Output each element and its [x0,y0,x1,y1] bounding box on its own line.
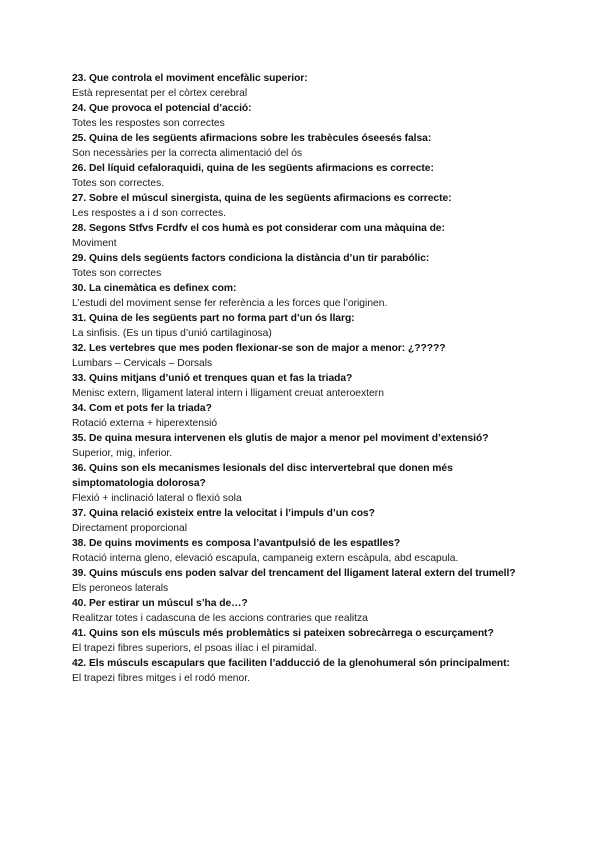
answer-24: Totes les respostes son correctes [72,118,225,129]
answer-26: Totes son correctes. [72,178,165,189]
question-23: 23. Que controla el moviment encefàlic superior: [72,73,308,84]
answer-34: Rotació externa + hiperextensió [72,418,218,429]
answer-25: Son necessàries per la correcta alimentació del ós [72,148,303,159]
qa-item-24 [72,101,522,131]
question-35: 35. De quina mesura intervenen els glutis de major a menor pel moviment d’extensió? [72,433,489,444]
question-32: 32. Les vertebres que mes poden flexionar-se son de major a menor: ¿????? [72,343,446,354]
qa-item-41 [72,626,522,656]
question-36: 36. Quins son els mecanismes lesionals del disc intervertebral que donen més simptomatologia dolorosa? [72,463,453,489]
answer-42: El trapezi fibres mitges i el rodó menor. [72,673,250,684]
question-24: 24. Que provoca el potencial d’acció: [72,103,252,114]
qa-item-27 [72,191,522,221]
answer-30: L’estudi del moviment sense fer referència a les forces que l’originen. [72,298,388,309]
question-30: 30. La cinemàtica es definex com: [72,283,237,294]
question-29: 29. Quins dels següents factors condiciona la distància d’un tir parabólic: [72,253,430,264]
qa-item-33 [72,371,522,401]
qa-item-35 [72,431,522,461]
qa-item-32 [72,341,522,371]
qa-item-25 [72,131,522,161]
question-42: 42. Els músculs escapulars que faciliten l’adducció de la glenohumeral són principalment: [72,658,510,669]
qa-item-40 [72,596,522,626]
answer-33: Menisc extern, lligament lateral intern i lligament creuat anteroextern [72,388,384,399]
answer-28: Moviment [72,238,117,249]
question-40: 40. Per estirar un múscul s’ha de…? [72,598,248,609]
answer-37: Directament proporcional [72,523,188,534]
answer-41: El trapezi fibres superiors, el psoas ilíac i el piramidal. [72,643,317,654]
qa-item-30 [72,281,522,311]
qa-item-36 [72,461,522,506]
qa-item-23 [72,71,522,101]
document-page [72,71,522,686]
qa-item-37 [72,506,522,536]
question-38: 38. De quins moviments es composa l’avantpulsió de les espatlles? [72,538,401,549]
question-37: 37. Quina relació existeix entre la velocitat i l’impuls d’un cos? [72,508,375,519]
answer-31: La sinfisis. (Es un tipus d’unió cartilaginosa) [72,328,272,339]
question-28: 28. Segons Stfvs Fcrdfv el cos humà es pot considerar com una màquina de: [72,223,445,234]
qa-item-29 [72,251,522,281]
question-41: 41. Quins son els músculs més problemàtics si pateixen sobrecàrrega o escurçament? [72,628,494,639]
question-25: 25. Quina de les següents afirmacions sobre les trabècules óseesés falsa: [72,133,432,144]
qa-item-34 [72,401,522,431]
answer-32: Lumbars – Cervicals – Dorsals [72,358,213,369]
question-34: 34. Com et pots fer la triada? [72,403,212,414]
answer-35: Superior, mig, inferior. [72,448,173,459]
question-33: 33. Quins mitjans d’unió et trenques quan et fas la triada? [72,373,353,384]
qa-item-28 [72,221,522,251]
answer-27: Les respostes a i d son correctes. [72,208,226,219]
qa-item-42 [72,656,522,686]
answer-39: Els peroneos laterals [72,583,169,594]
qa-item-31 [72,311,522,341]
qa-item-38 [72,536,522,566]
question-31: 31. Quina de les següents part no forma part d’un ós llarg: [72,313,355,324]
answer-23: Està representat per el còrtex cerebral [72,88,248,99]
answer-36: Flexió + inclinació lateral o flexió sola [72,493,242,504]
question-39: 39. Quins músculs ens poden salvar del trencament del lligament lateral extern del trumell? [72,568,516,579]
question-26: 26. Del líquid cefaloraquidi, quina de les següents afirmacions es correcte: [72,163,434,174]
answer-40: Realitzar totes i cadascuna de les accions contraries que realitza [72,613,368,624]
qa-item-39 [72,566,522,596]
answer-38: Rotació interna gleno, elevació escapula, campaneig extern escàpula, abd escapula. [72,553,459,564]
answer-29: Totes son correctes [72,268,162,279]
question-27: 27. Sobre el múscul sinergista, quina de les següents afirmacions es correcte: [72,193,452,204]
qa-item-26 [72,161,522,191]
